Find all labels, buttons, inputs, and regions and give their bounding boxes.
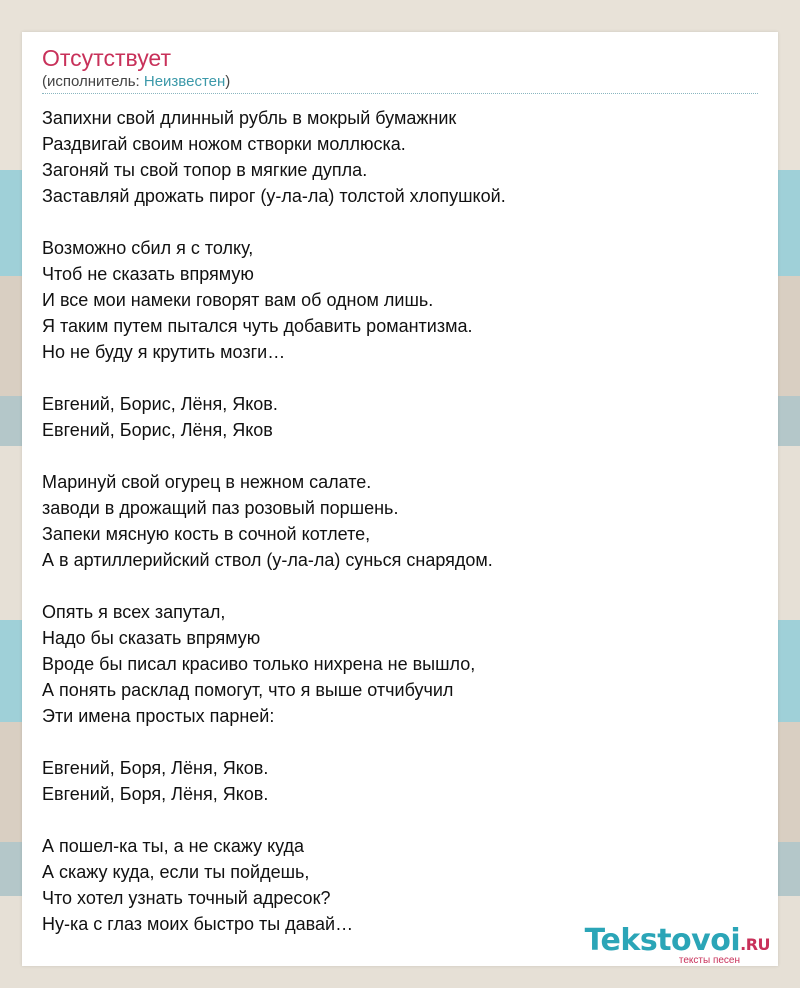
artist-suffix: ) <box>225 73 231 90</box>
lyric-line: А понять расклад помогут, что я выше отчибучил <box>42 680 454 700</box>
lyric-line: Ну-ка с глаз моих быстро ты давай… <box>42 914 354 934</box>
lyrics-stanza <box>42 833 758 937</box>
lyric-line: Маринуй свой огурец в нежном салате. <box>42 472 372 492</box>
logo-main-text: Tekstovoi <box>584 923 741 958</box>
lyrics-body <box>42 105 758 963</box>
lyric-line: Запихни свой длинный рубль в мокрый бумажник <box>42 108 457 128</box>
lyric-line: Я таким путем пытался чуть добавить романтизма. <box>42 316 473 336</box>
site-logo[interactable] <box>585 924 770 966</box>
lyrics-card <box>22 32 778 966</box>
lyric-line: Раздвигай своим ножом створки моллюска. <box>42 134 406 154</box>
artist-line <box>42 73 230 91</box>
lyric-line: Евгений, Борис, Лёня, Яков <box>42 420 273 440</box>
lyric-line: Надо бы сказать впрямую <box>42 628 261 648</box>
artist-prefix: (исполнитель: <box>42 73 144 90</box>
lyric-line: А в артиллерийский ствол (у-ла-ла) сунься снарядом. <box>42 550 493 570</box>
lyric-line: заводи в дрожащий паз розовый поршень. <box>42 498 399 518</box>
lyric-line: Эти имена простых парней: <box>42 706 275 726</box>
lyrics-stanza <box>42 755 758 807</box>
lyric-line: Вроде бы писал красиво только нихрена не вышло, <box>42 654 476 674</box>
lyric-line: Загоняй ты свой топор в мягкие дупла. <box>42 160 368 180</box>
lyric-line: Запеки мясную кость в сочной котлете, <box>42 524 371 544</box>
divider <box>42 93 758 94</box>
lyrics-stanza <box>42 469 758 573</box>
lyric-line: Что хотел узнать точный адресок? <box>42 888 331 908</box>
lyrics-stanza <box>42 105 758 209</box>
lyrics-stanza <box>42 235 758 365</box>
lyric-line: И все мои намеки говорят вам об одном лишь. <box>42 290 434 310</box>
lyric-line: Опять я всех запутал, <box>42 602 226 622</box>
lyric-line: Но не буду я крутить мозги… <box>42 342 286 362</box>
lyric-line: А скажу куда, если ты пойдешь, <box>42 862 310 882</box>
lyric-line: Евгений, Борис, Лёня, Яков. <box>42 394 278 414</box>
lyric-line: А пошел-ка ты, а не скажу куда <box>42 836 305 856</box>
logo-wordmark <box>585 924 770 962</box>
lyric-line: Возможно сбил я с толку, <box>42 238 254 258</box>
lyric-line: Евгений, Боря, Лёня, Яков. <box>42 758 269 778</box>
lyrics-stanza <box>42 391 758 443</box>
logo-tagline: тексты песен <box>678 955 740 966</box>
lyric-line: Чтоб не сказать впрямую <box>42 264 254 284</box>
song-title: Отсутствует <box>42 45 171 71</box>
lyrics-stanza <box>42 599 758 729</box>
artist-link[interactable]: Неизвестен <box>143 73 226 90</box>
lyric-line: Заставляй дрожать пирог (у-ла-ла) толстой хлопушкой. <box>42 186 506 206</box>
logo-tld: .RU <box>740 935 770 954</box>
lyric-line: Евгений, Боря, Лёня, Яков. <box>42 784 269 804</box>
